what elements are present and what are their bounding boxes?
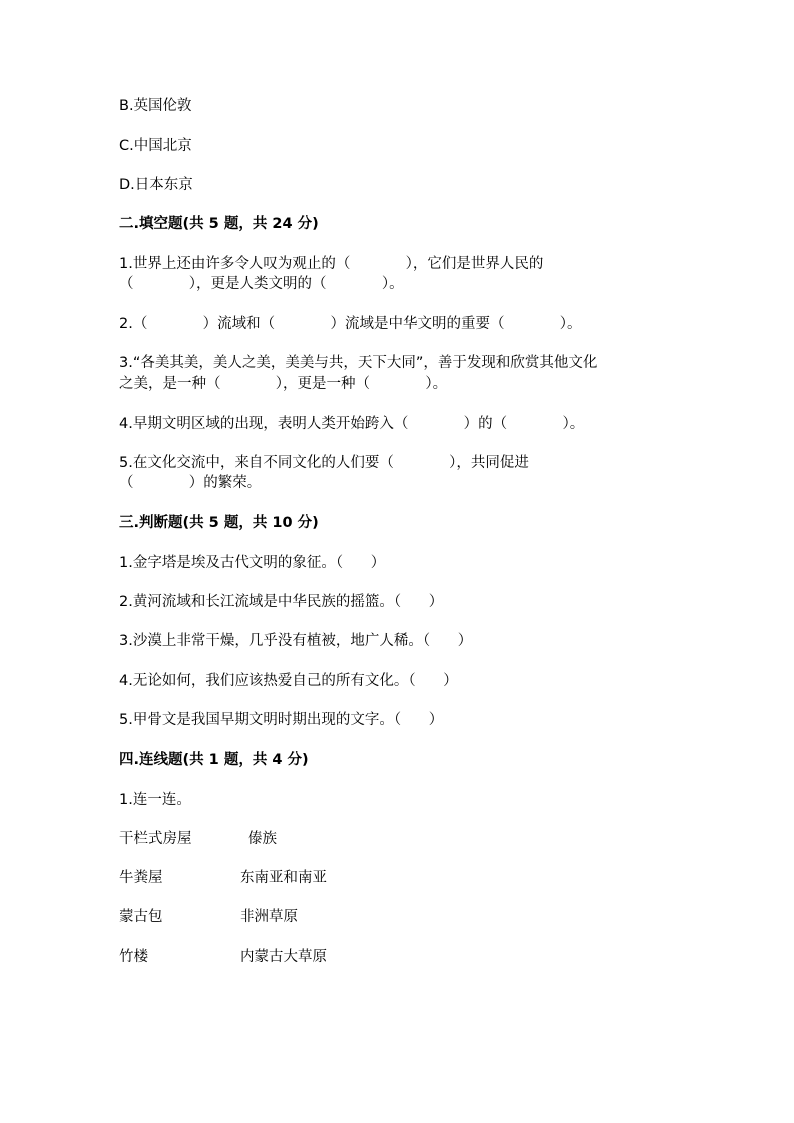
option-d: D.日本东京 xyxy=(119,177,193,193)
fill-blank-q2: 2.（ ）流域和（ ）流域是中华文明的重要（ ）。 xyxy=(119,316,582,332)
fill-blank-q5-line2: （ ）的繁荣。 xyxy=(119,475,262,491)
section-heading-true-false: 三.判断题(共 5 题，共 10 分) xyxy=(119,515,319,531)
true-false-q2: 2.黄河流域和长江流域是中华民族的摇篮。（ ） xyxy=(119,594,444,610)
true-false-q4: 4.无论如何，我们应该热爱自己的所有文化。（ ） xyxy=(119,673,458,689)
matching-right-item: 非洲草原 xyxy=(240,909,298,925)
matching-left-item: 蒙古包 xyxy=(119,909,163,925)
fill-blank-q4: 4.早期文明区域的出现，表明人类开始跨入（ ）的（ ）。 xyxy=(119,416,585,432)
fill-blank-q1-line2: （ ），更是人类文明的（ ）。 xyxy=(119,276,404,292)
section-heading-fill-blank: 二.填空题(共 5 题，共 24 分) xyxy=(119,216,319,232)
matching-right-item: 东南亚和南亚 xyxy=(240,870,327,886)
option-c: C.中国北京 xyxy=(119,138,192,154)
fill-blank-q1-line1: 1.世界上还由许多令人叹为观止的（ ），它们是世界人民的 xyxy=(119,256,544,272)
fill-blank-q3-line2: 之美，是一种（ ），更是一种（ ）。 xyxy=(119,376,448,392)
fill-blank-q5-line1: 5.在文化交流中，来自不同文化的人们要（ ），共同促进 xyxy=(119,455,529,471)
option-b: B.英国伦敦 xyxy=(119,98,192,114)
matching-q1: 1.连一连。 xyxy=(119,792,191,808)
matching-right-item: 傣族 xyxy=(248,831,277,847)
matching-right-item: 内蒙古大草原 xyxy=(240,949,327,965)
true-false-q1: 1.金字塔是埃及古代文明的象征。（ ） xyxy=(119,555,386,571)
true-false-q3: 3.沙漠上非常干燥，几乎没有植被，地广人稀。（ ） xyxy=(119,633,473,649)
matching-left-item: 牛粪屋 xyxy=(119,870,163,886)
section-heading-matching: 四.连线题(共 1 题，共 4 分) xyxy=(119,752,309,768)
true-false-q5: 5.甲骨文是我国早期文明时期出现的文字。（ ） xyxy=(119,712,444,728)
fill-blank-q3-line1: 3.“各美其美，美人之美，美美与共，天下大同”，善于发现和欣赏其他文化 xyxy=(119,355,598,371)
matching-left-item: 竹楼 xyxy=(119,949,148,965)
matching-left-item: 干栏式房屋 xyxy=(119,831,192,847)
